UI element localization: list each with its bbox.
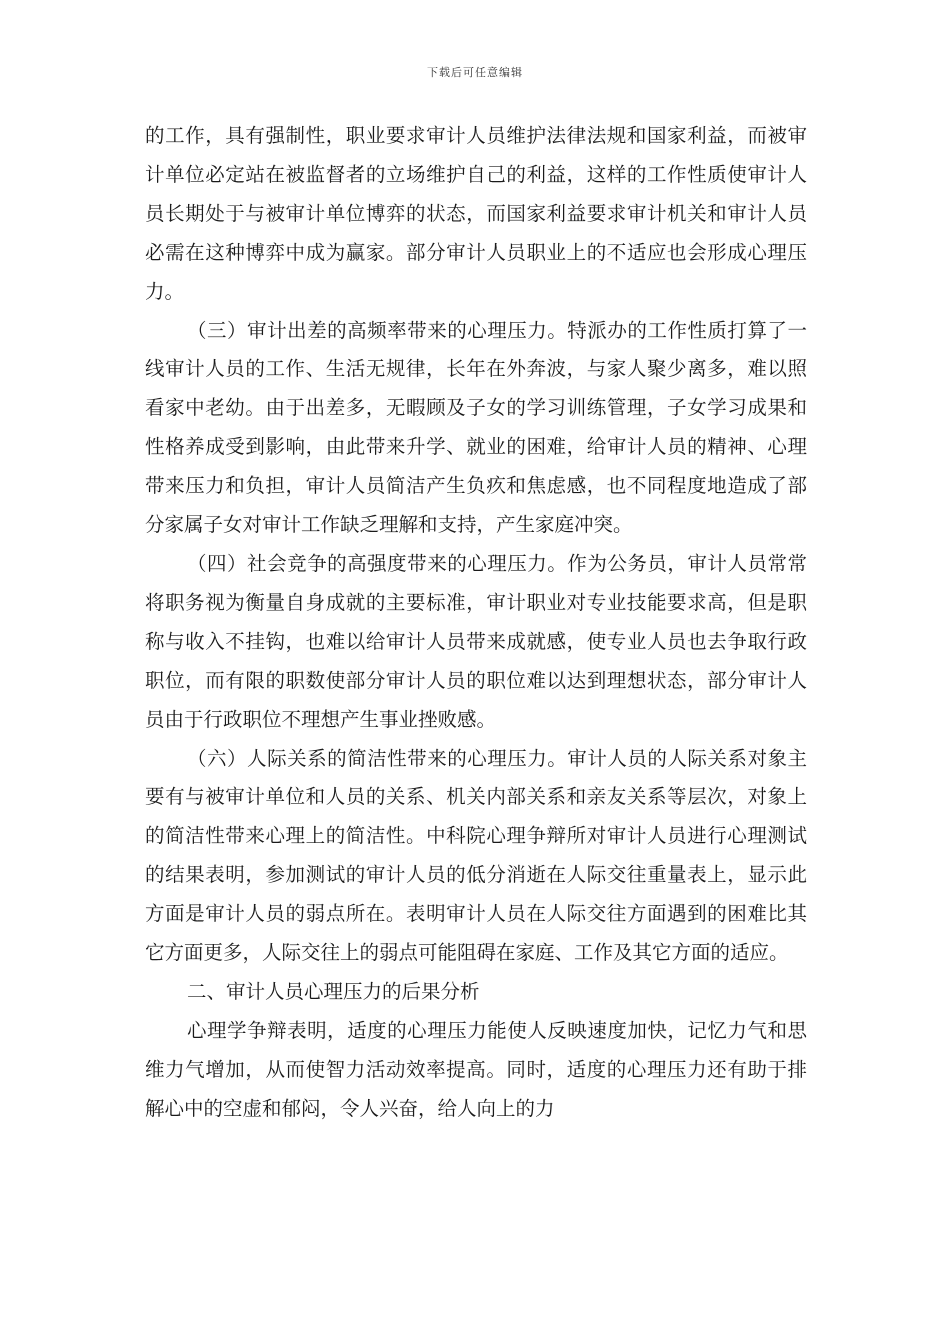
paragraph-section-three: （三）审计出差的高频率带来的心理压力。特派办的工作性质打算了一线审计人员的工作、生活无规律，长年在外奔波，与家人聚少离多，难以照看家中老幼。由于出差多，无暇顾及子女的学习训练管理，子女学习成果和性格养成受到影响，由此带来升学、就业的困难，给审计人员的精神、心理带来压力和负担，审计人员简洁产生负疚和焦虑感，也不同程度地造成了部分家属子女对审计工作缺乏理解和支持，产生家庭冲突。 (145, 318, 807, 537)
paragraph-consequence-analysis: 心理学争辩表明，适度的心理压力能使人反映速度加快，记忆力气和思维力气增加，从而使智力活动效率提高。同时，适度的心理压力还有助于排解心中的空虚和郁闷，令人兴奋，给人向上的力 (145, 1018, 807, 1120)
paragraph-section-six: （六）人际关系的简洁性带来的心理压力。审计人员的人际关系对象主要有与被审计单位和人员的关系、机关内部关系和亲友关系等层次，对象上的简洁性带来心理上的简洁性。中科院心理争辩所对审计人员进行心理测试的结果表明，参加测试的审计人员的低分消逝在人际交往重量表上，显示此方面是审计人员的弱点所在。表明审计人员在人际交往方面遇到的困难比其它方面更多，人际交往上的弱点可能阻碍在家庭、工作及其它方面的适应。 (145, 746, 807, 965)
paragraph-section-four: （四）社会竞争的高强度带来的心理压力。作为公务员，审计人员常常将职务视为衡量自身成就的主要标准，审计职业对专业技能要求高，但是职称与收入不挂钩，也难以给审计人员带来成就感，使专业人员也去争取行政职位，而有限的职数使部分审计人员的职位难以达到理想状态，部分审计人员由于行政职位不理想产生事业挫败感。 (145, 551, 807, 731)
document-body (145, 117, 807, 1129)
paragraph-continuation: 的工作，具有强制性，职业要求审计人员维护法律法规和国家利益，而被审计单位必定站在被监督者的立场维护自己的利益，这样的工作性质使审计人员长期处于与被审计单位博弈的状态，而国家利益要求审计机关和审计人员必需在这种博弈中成为赢家。部分审计人员职业上的不适应也会形成心理压力。 (145, 124, 807, 303)
section-heading-two: 二、审计人员心理压力的后果分析 (187, 979, 480, 1003)
page-header: 下载后可任意编辑 (427, 66, 523, 79)
